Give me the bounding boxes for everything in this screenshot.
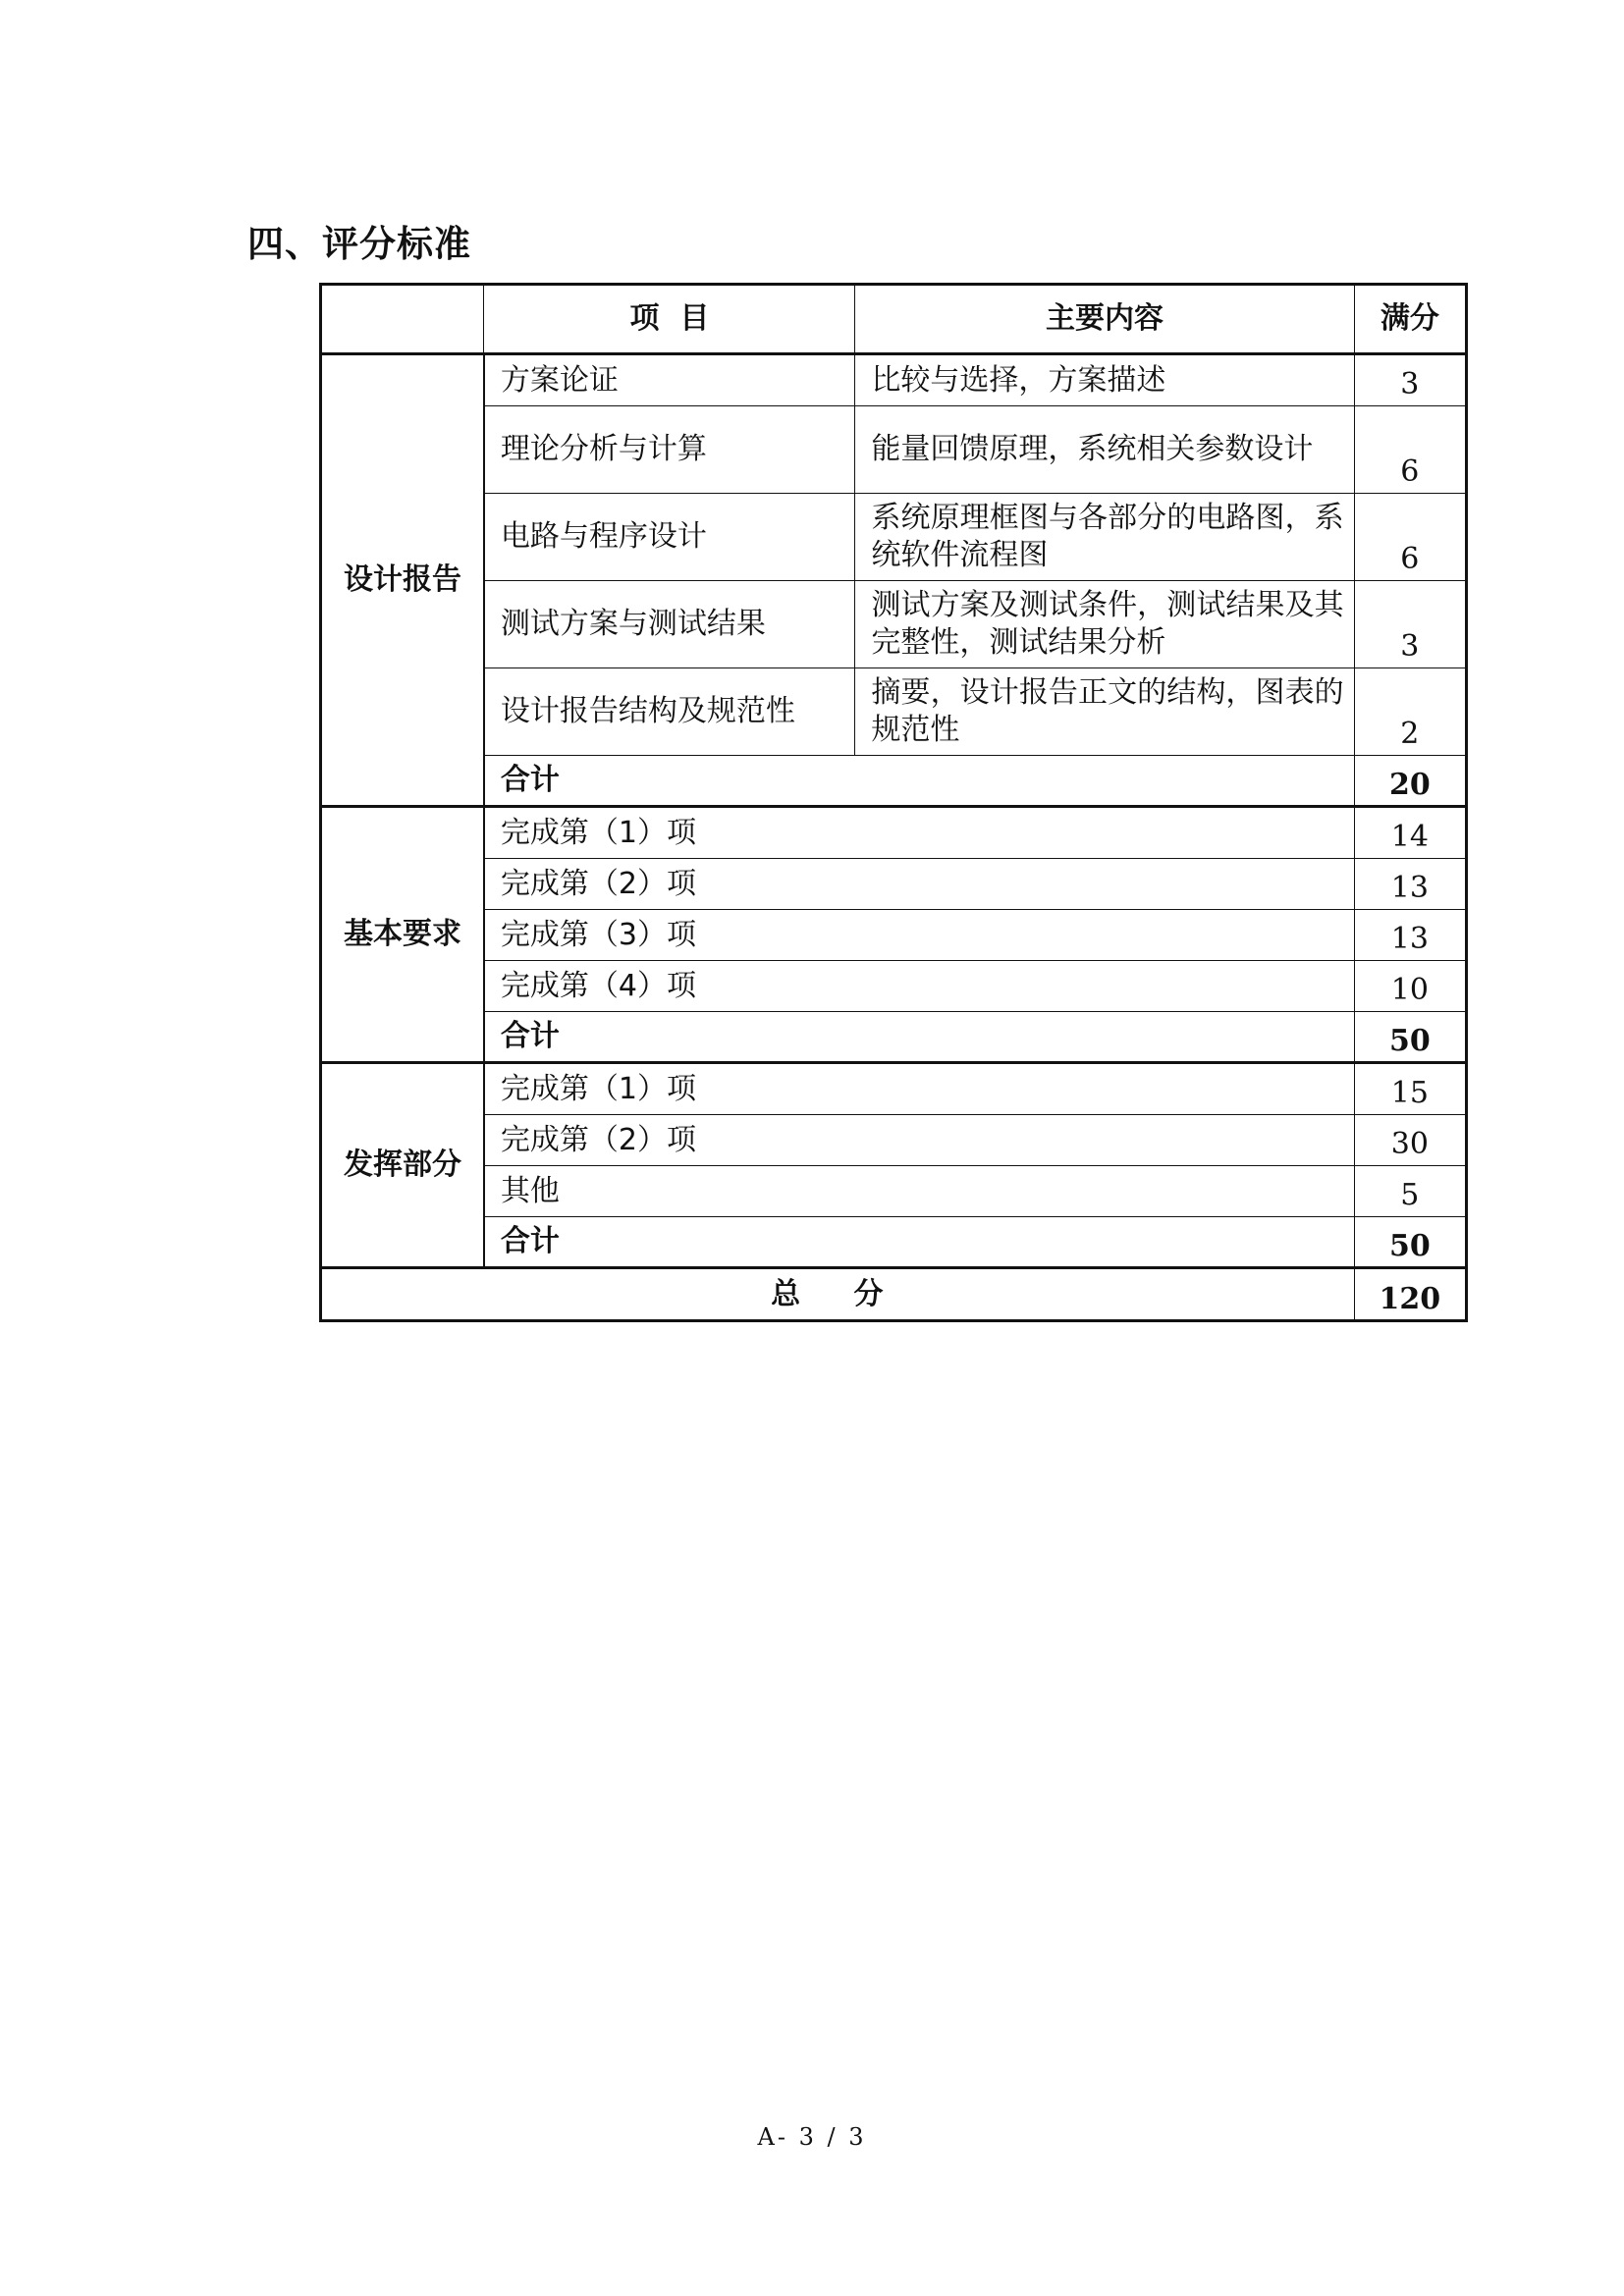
- table-header-row: [321, 285, 1467, 354]
- row-item: 其他: [484, 1166, 1354, 1217]
- row-content: 能量回馈原理，系统相关参数设计: [855, 406, 1354, 494]
- table-row: [321, 354, 1467, 406]
- section-title: 四、评分标准: [247, 223, 471, 265]
- group-design-report: 设计报告: [321, 354, 484, 807]
- subtotal-score: 50: [1354, 1012, 1466, 1063]
- row-item: 完成第（1）项: [484, 807, 1354, 859]
- row-score: 5: [1354, 1166, 1466, 1217]
- group-basic-requirements: 基本要求: [321, 807, 484, 1063]
- row-content: 系统原理框图与各部分的电路图，系统软件流程图: [855, 494, 1354, 581]
- table-row: [321, 859, 1467, 910]
- subtotal-label: 合计: [484, 1217, 1354, 1268]
- row-score: 30: [1354, 1115, 1466, 1166]
- row-content: 测试方案及测试条件，测试结果及其完整性，测试结果分析: [855, 581, 1354, 668]
- group-extended-part: 发挥部分: [321, 1063, 484, 1268]
- row-score: 3: [1354, 354, 1466, 406]
- row-item: 完成第（4）项: [484, 961, 1354, 1012]
- row-score: 6: [1354, 406, 1466, 494]
- scoring-table: [319, 283, 1468, 1322]
- header-content: 主要内容: [855, 285, 1354, 354]
- table-row: [321, 581, 1467, 668]
- row-item: 完成第（2）项: [484, 1115, 1354, 1166]
- row-score: 15: [1354, 1063, 1466, 1115]
- row-item: 完成第（1）项: [484, 1063, 1354, 1115]
- row-item: 理论分析与计算: [484, 406, 855, 494]
- table-row: [321, 1166, 1467, 1217]
- subtotal-row: [321, 756, 1467, 807]
- row-score: 13: [1354, 859, 1466, 910]
- row-item: 电路与程序设计: [484, 494, 855, 581]
- row-content: 摘要，设计报告正文的结构，图表的规范性: [855, 668, 1354, 756]
- subtotal-score: 50: [1354, 1217, 1466, 1268]
- table-row: [321, 494, 1467, 581]
- row-score: 2: [1354, 668, 1466, 756]
- row-score: 13: [1354, 910, 1466, 961]
- row-score: 3: [1354, 581, 1466, 668]
- row-content: 比较与选择，方案描述: [855, 354, 1354, 406]
- row-item: 方案论证: [484, 354, 855, 406]
- table-row: [321, 1063, 1467, 1115]
- row-item: 完成第（3）项: [484, 910, 1354, 961]
- row-item: 完成第（2）项: [484, 859, 1354, 910]
- header-score: 满分: [1354, 285, 1466, 354]
- total-row: [321, 1268, 1467, 1321]
- header-blank-cell: [321, 285, 484, 354]
- table-row: [321, 1115, 1467, 1166]
- table-row: [321, 961, 1467, 1012]
- subtotal-row: [321, 1012, 1467, 1063]
- row-item: 设计报告结构及规范性: [484, 668, 855, 756]
- subtotal-label: 合计: [484, 756, 1354, 807]
- row-item: 测试方案与测试结果: [484, 581, 855, 668]
- table-row: [321, 406, 1467, 494]
- total-score: 120: [1354, 1268, 1466, 1321]
- table-row: [321, 910, 1467, 961]
- subtotal-score: 20: [1354, 756, 1466, 807]
- row-score: 10: [1354, 961, 1466, 1012]
- subtotal-label: 合计: [484, 1012, 1354, 1063]
- row-score: 14: [1354, 807, 1466, 859]
- table-row: [321, 807, 1467, 859]
- page-number: A- 3 / 3: [757, 2123, 867, 2151]
- total-label: 总 分: [321, 1268, 1355, 1321]
- row-score: 6: [1354, 494, 1466, 581]
- table-row: [321, 668, 1467, 756]
- subtotal-row: [321, 1217, 1467, 1268]
- header-item: 项 目: [484, 285, 855, 354]
